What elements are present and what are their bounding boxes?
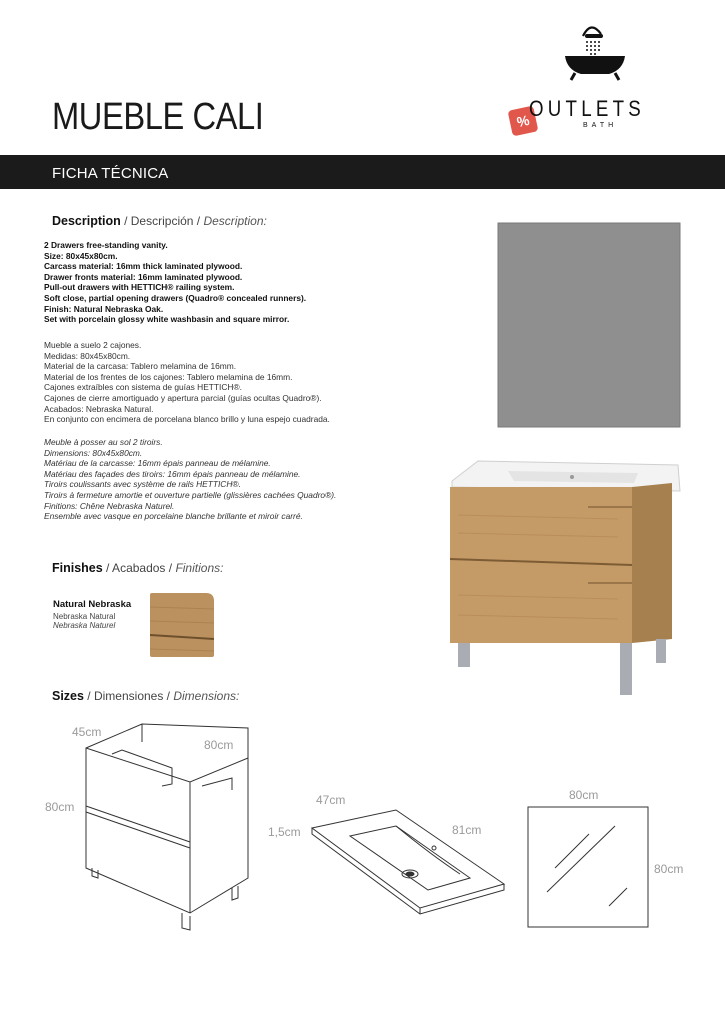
brand-logo [505, 18, 675, 143]
basin-width-label: 81cm [452, 823, 482, 837]
mirror-width-label: 80cm [569, 788, 599, 802]
discount-badge: % [508, 106, 539, 137]
finish-name-fr: Nebraska Naturel [53, 621, 116, 630]
page-title: MUEBLE CALI [52, 96, 264, 138]
finishes-heading: Finishes / Acabados / Finitions: [52, 561, 224, 575]
sizes-heading: Sizes / Dimensiones / Dimensions: [52, 689, 240, 703]
logo-subtitle: BATH [583, 122, 618, 129]
band-label: FICHA TÉCNICA [52, 165, 169, 182]
finish-swatch [150, 593, 214, 657]
description-french: Meuble à posser au sol 2 tiroirs. Dimensions: 80x45x80cm. Matériau de la carcasse: 16mm épais panneau de mélamine. Matériau des façades des tiroirs: 16mm épais panneau de mélamine. Tiroirs coulissants avec système de rails HETTICH®. Tiroirs à fermeture amortie et ouverture partielle (glissières cachées Quadro®). Finitions: Chêne Nebraska Naturel. Ensemble avec vasque en porcelaine blanche brillante et miroir carré. [44, 437, 337, 522]
product-image [438, 215, 690, 700]
description-english: 2 Drawers free-standing vanity. Size: 80x45x80cm. Carcass material: 16mm thick laminated plywood. Drawer fronts material: 16mm laminated plywood. Pull-out drawers with HETTICH® railing system. Soft close, partial opening drawers (Quadro® concealed runners). Finish: Natural Nebraska Oak. Set with porcelain glossy white washbasin and square mirror. [44, 240, 307, 325]
description-heading: Description / Descripción / Description: [52, 214, 267, 228]
cabinet-width-label: 80cm [204, 738, 234, 752]
basin-depth-label: 47cm [316, 793, 346, 807]
mirror-height-label: 80cm [654, 862, 684, 876]
mirror-shape [498, 223, 680, 427]
basin-thickness-label: 1,5cm [268, 825, 301, 839]
finish-name: Natural Nebraska [53, 599, 132, 610]
description-spanish: Mueble a suelo 2 cajones. Medidas: 80x45x80cm. Material de la carcasa: Tablero melamina de 16mm. Material de los frentes de los cajones: Tablero melamina de 16mm. Cajones extraíbles con sistema de guías HETTICH®. Cajones de cierre amortiguado y apertura parcial (guías ocultas Quadro®). Acabados: Nebraska Natural. En conjunto con encimera de porcelana blanco brillo y luna espejo cuadrada. [44, 340, 330, 425]
cabinet-depth-label: 45cm [72, 725, 102, 739]
finish-name-es: Nebraska Natural [53, 612, 116, 621]
logo-wordmark: OUTLETS [529, 96, 645, 121]
cabinet-height-label: 80cm [45, 800, 75, 814]
mirror-drawing [527, 806, 649, 928]
